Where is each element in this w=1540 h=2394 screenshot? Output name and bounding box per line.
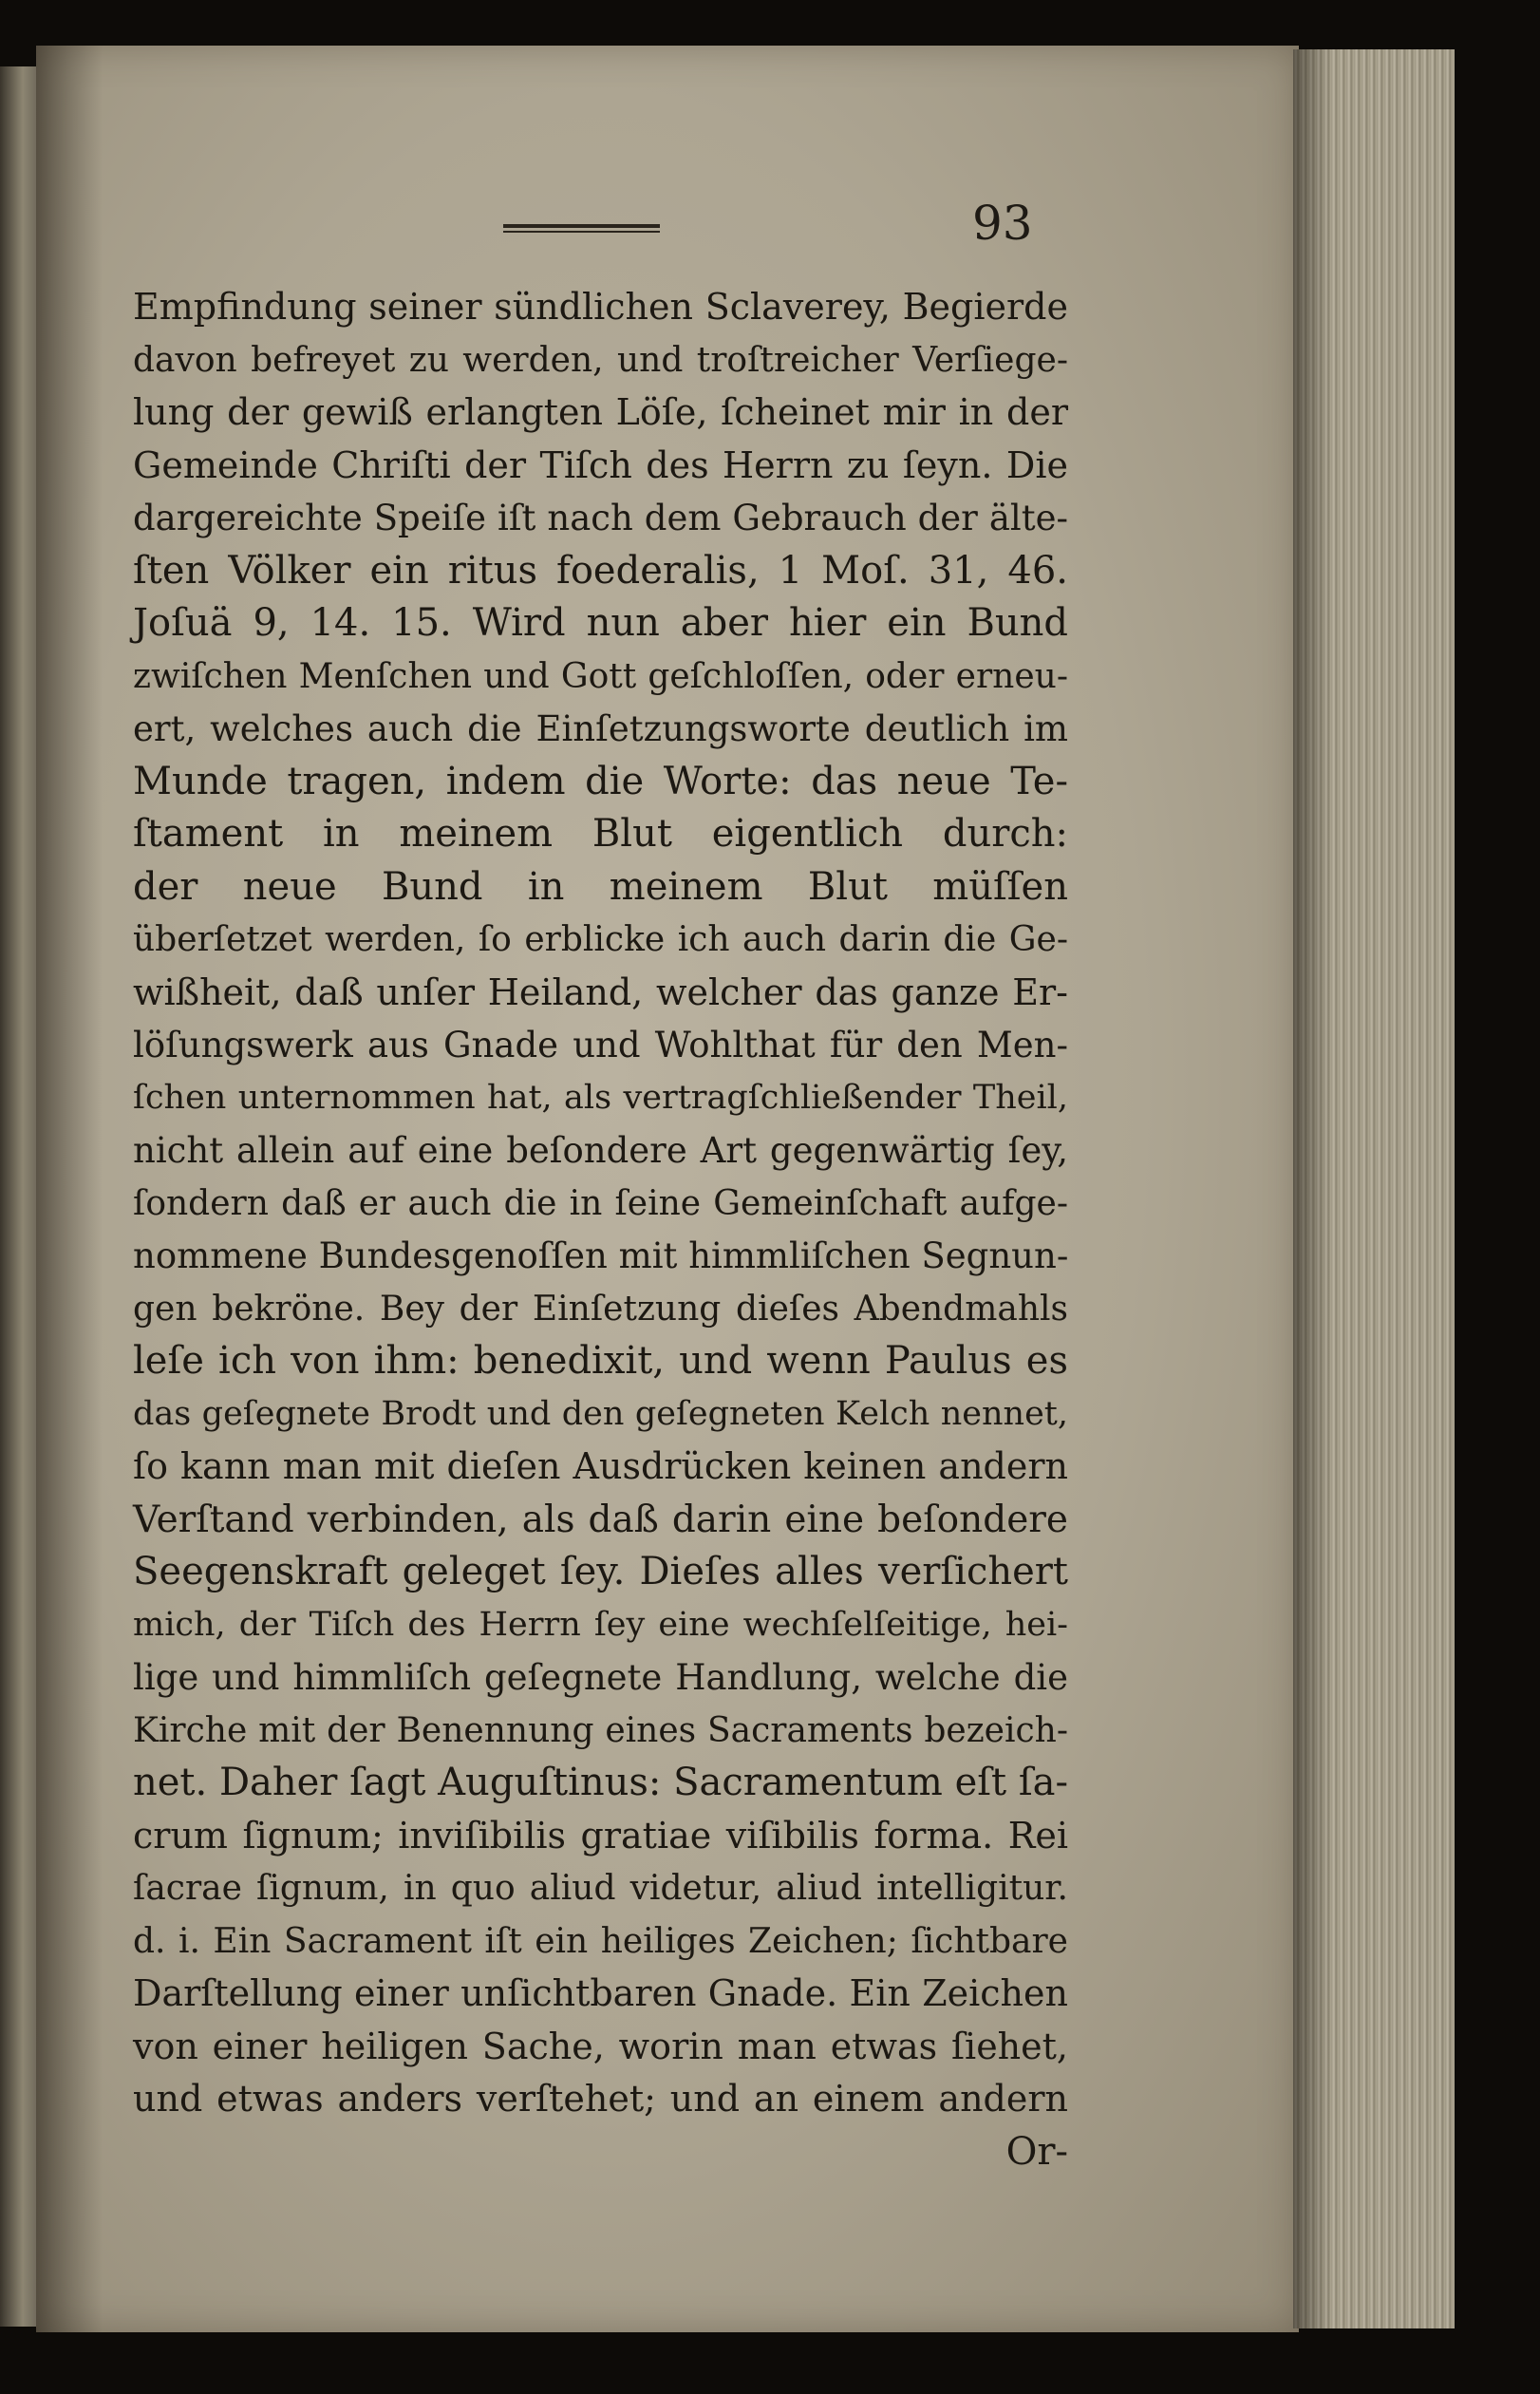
text-line: gen bekröne. Bey der Einſetzung dieſes Abendmahls bbox=[133, 1289, 1068, 1329]
text-line: und etwas anders verſtehet; und an einem andern bbox=[133, 2078, 1068, 2120]
text-line: d. i. Ein Sacrament iſt ein heiliges Zeichen; ſichtbare bbox=[133, 1921, 1068, 1961]
text-line: leſe ich von ihm: benedixit, und wenn Paulus es bbox=[133, 1339, 1068, 1383]
text-line: ſchen unternommen hat, als vertragſchließender Theil, bbox=[133, 1078, 1068, 1117]
text-line: ſo kann man mit dieſen Ausdrücken keinen andern bbox=[133, 1445, 1068, 1487]
text-line: Darſtellung einer unſichtbaren Gnade. Ein Zeichen bbox=[133, 1972, 1068, 2014]
text-line: wißheit, daß unſer Heiland, welcher das ganze Er- bbox=[133, 971, 1068, 1013]
text-line: Verſtand verbinden, als daß darin eine beſondere bbox=[133, 1498, 1068, 1541]
text-line: überſetzet werden, ſo erblicke ich auch darin die Ge- bbox=[133, 920, 1068, 959]
text-line: zwiſchen Menſchen und Gott geſchloſſen, oder erneu- bbox=[133, 656, 1068, 696]
text-line: crum ſignum; inviſibilis gratiae viſibilis forma. Rei bbox=[133, 1814, 1068, 1857]
text-line: ſtament in meinem Blut eigentlich durch: bbox=[133, 812, 1068, 856]
text-line: der neue Bund in meinem Blut müſſen bbox=[133, 864, 1068, 909]
text-line: mich, der Tiſch des Herrn ſey eine wechſelſeitige, hei- bbox=[133, 1605, 1068, 1644]
text-line: dargereichte Speiſe iſt nach dem Gebrauch der älte- bbox=[133, 498, 1068, 538]
text-line: das geſegnete Brodt und den geſegneten Kelch nennet, bbox=[133, 1394, 1068, 1433]
text-line: nicht allein auf eine beſondere Art gegenwärtig ſey, bbox=[133, 1130, 1068, 1171]
header-rule bbox=[503, 224, 660, 233]
text-line: Empfindung seiner sündlichen Sclaverey, Begierde bbox=[133, 286, 1068, 328]
text-line: ſacrae ſignum, in quo aliud videtur, aliud intelligitur. bbox=[133, 1869, 1068, 1908]
text-line: nommene Bundesgenoſſen mit himmliſchen Segnun- bbox=[133, 1235, 1069, 1276]
text-line: ſten Völker ein ritus foederalis, 1 Moſ. 31, 46. bbox=[133, 548, 1068, 593]
text-line: lige und himmliſch geſegnete Handlung, welche die bbox=[133, 1657, 1068, 1698]
text-line: Seegenskraft geleget ſey. Dieſes alles verſichert bbox=[133, 1550, 1068, 1593]
left-page-edge bbox=[0, 66, 38, 2327]
text-line: Joſuä 9, 14. 15. Wird nun aber hier ein Bund bbox=[133, 601, 1068, 645]
text-line: ſondern daß er auch die in ſeine Gemeinſchaft aufge- bbox=[133, 1183, 1068, 1223]
page-text bbox=[133, 281, 1068, 2178]
catchword: Or- bbox=[1005, 2129, 1068, 2174]
text-line: löſungswerk aus Gnade und Wohlthat für den Men- bbox=[133, 1025, 1068, 1065]
page-gutter-shadow bbox=[36, 46, 103, 2332]
text-line: von einer heiligen Sache, worin man etwas ſiehet, bbox=[133, 2025, 1068, 2067]
text-line: lung der gewiß erlangten Löſe, ſcheinet mir in der bbox=[133, 391, 1068, 433]
page-number: 93 bbox=[972, 196, 1033, 251]
text-line: ert, welches auch die Einſetzungsworte deutlich im bbox=[133, 708, 1068, 749]
page-stack-shadow bbox=[1293, 49, 1331, 2328]
text-line: net. Daher ſagt Auguſtinus: Sacramentum eſt ſa- bbox=[133, 1761, 1068, 1804]
text-line: Kirche mit der Benennung eines Sacraments bezeich- bbox=[133, 1710, 1068, 1750]
text-line: Gemeinde Chriſti der Tiſch des Herrn zu ſeyn. Die bbox=[133, 443, 1068, 486]
text-line: davon befreyet zu werden, und troſtreicher Verſiege- bbox=[133, 340, 1068, 380]
text-line: Munde tragen, indem die Worte: das neue Te- bbox=[133, 759, 1068, 803]
